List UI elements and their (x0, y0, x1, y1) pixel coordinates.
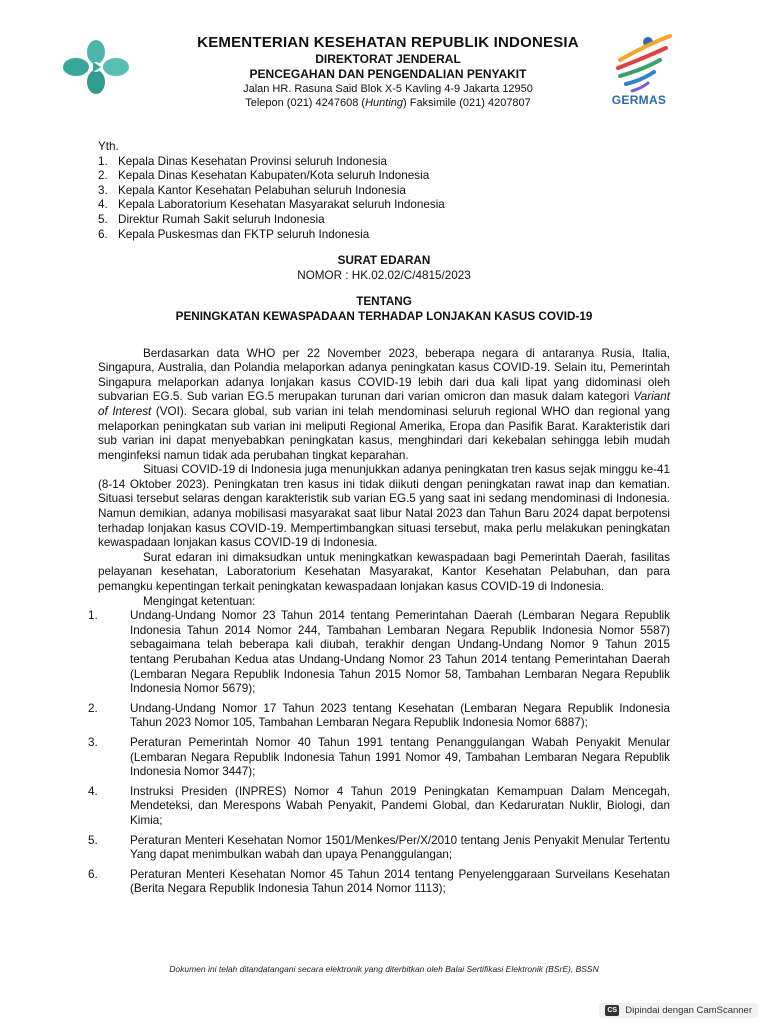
regulation-text: Peraturan Pemerintah Nomor 40 Tahun 1991 tentang Penanggulangan Wabah Penyakit Menular (Lembaran Negara Republik Indonesia Tahun 1991 Nomor 49, Tambahan Lembaran Negara Republik Indonesia Nomor 3447); (130, 735, 670, 779)
office-phone (148, 96, 628, 110)
recipient-number: 2. (98, 169, 108, 183)
regulation-number: 2. (88, 701, 98, 715)
recipient-number: 6. (98, 227, 108, 241)
regulation-text: Undang-Undang Nomor 23 Tahun 2014 tentang Pemerintahan Daerah (Lembaran Negara Republik Indonesia Tahun 2014 Nomor 244, Tambahan Lembaran Negara Republik Indonesia Nomor 5587) sebagaimana telah beberapa kali diubah, terakhir dengan Undang-Undang Nomor 9 Tahun 2015 tentang Perubahan Kedua atas Undang-Undang Nomor 23 Tahun 2014 tentang Pemerintahan Daerah (Lembaran Negara Republik Indonesia Tahun 2015 Nomor 58, Tambahan Lembaran Negara Republik Indonesia Nomor 5679); (130, 609, 670, 696)
phone-hunting: Hunting (365, 97, 403, 109)
recipient-text: Kepala Kantor Kesehatan Pelabuhan seluruh Indonesia (118, 183, 406, 197)
recipient-text: Kepala Dinas Kesehatan Kabupaten/Kota seluruh Indonesia (118, 169, 430, 183)
letterhead (0, 0, 768, 125)
recipient-item (98, 198, 670, 213)
circular-about: TENTANG (356, 295, 412, 309)
paragraph-2: Situasi COVID-19 di Indonesia juga menunjukkan adanya peningkatan tren kasus sejak minggu ke-41 (8-14 Oktober 2023). Peningkatan tren kasus ini tidak diikuti dengan peningkatan rawat inap dan kematian. Situasi tersebut selaras dengan karakteristik sub varian EG.5 yang saat ini sedang mendominasi di Indonesia. Namun demikian, adanya mobilisasi masyarakat saat libur Natal 2023 dan Tahun Baru 2024 dapat berpotensi terhadap lonjakan kasus COVID-19. Mempertimbangkan situasi tersebut, maka perlu melakukan peningkatan kewaspadaan lonjakan kasus COVID-19 di Indonesia. (98, 463, 670, 550)
camscanner-watermark (599, 1003, 758, 1018)
paragraph-1-italic: Variant of Interest (98, 390, 670, 418)
circular-title: SURAT EDARAN (337, 254, 431, 268)
recipient-item (98, 228, 670, 243)
paragraph-3: Surat edaran ini dimaksudkan untuk meningkatkan kewaspadaan bagi Pemerintah Daerah, fasilitas pelayanan kesehatan, Laboratorium Kesehatan Masyarakat, Kantor Kesehatan Pelabuhan, dan para pemangku kepentingan terkait peningkatan kewaspadaan lonjakan kasus COVID-19 di Indonesia. (98, 550, 670, 594)
recipient-number: 1. (98, 154, 108, 168)
germas-logo-icon (604, 30, 674, 94)
recipient-item (98, 169, 670, 184)
camscanner-label: Dipindai dengan CamScanner (625, 1005, 752, 1016)
regulation-number: 4. (88, 784, 98, 798)
recipient-text: Kepala Laboratorium Kesehatan Masyarakat seluruh Indonesia (118, 198, 445, 212)
recipient-text: Kepala Puskesmas dan FKTP seluruh Indonesia (118, 227, 370, 241)
camscanner-icon: CS (605, 1005, 619, 1016)
regulation-item (88, 785, 670, 829)
paragraph-1-text-b: (VOI). Secara global, sub varian ini telah mendominasi seluruh regional WHO dan regional yang melaporkan peningkatan sub varian ini meliputi Regional Amerika, Eropa dan Pasifik Barat. Karakteristik dari sub varian ini dapat menyebabkan peningkatan kasus, menghindari dari kekebalan sehingga lebih mudah menginfeksi namun tidak ada perubahan tingkat keparahan. (98, 404, 670, 462)
regulation-item (88, 834, 670, 863)
regulation-list (88, 609, 670, 897)
paragraph-1 (98, 347, 670, 464)
regulation-text: Instruksi Presiden (INPRES) Nomor 4 Tahun 2019 Peningkatan Kemampuan Dalam Mencegah, Mendeteksi, dan Merespons Wabah Penyakit, Pandemi Global, dan Kedaruratan Nuklir, Biologi, dan Kimia; (130, 784, 670, 827)
regulation-text: Peraturan Menteri Kesehatan Nomor 1501/Menkes/Per/X/2010 tentang Jenis Penyakit Menular Tertentu Yang dapat menimbulkan wabah dan upaya Penanggulangan; (130, 833, 670, 862)
recipient-text: Direktur Rumah Sakit seluruh Indonesia (118, 212, 325, 226)
office-address: Jalan HR. Rasuna Said Blok X-5 Kavling 4-9 Jakarta 12950 (243, 83, 533, 95)
kemenkes-logo-icon (56, 38, 136, 96)
recipient-item (98, 155, 670, 170)
regulation-text: Undang-Undang Nomor 17 Tahun 2023 tentang Kesehatan (Lembaran Negara Republik Indonesia Tahun 2023 Nomor 105, Tambahan Lembaran Negara Republik Indonesia Nomor 6887); (130, 701, 670, 730)
regulation-number: 5. (88, 833, 98, 847)
recipient-number: 5. (98, 212, 108, 226)
esign-footer: Dokumen ini telah ditandatangani secara elektronik yang diterbitkan oleh Balai Sertifikasi Elektronik (BSrE), BSSN (169, 964, 599, 974)
recipient-list (98, 155, 670, 243)
letter-body (88, 140, 670, 902)
regulation-text: Peraturan Menteri Kesehatan Nomor 45 Tahun 2014 tentang Penyelenggaraan Surveilans Kesehatan (Berita Negara Republik Indonesia Tahun 2014 Nomor 1113); (130, 867, 670, 896)
letterhead-text (148, 34, 628, 110)
paragraph-4: Mengingat ketentuan: (143, 594, 256, 608)
regulation-number: 1. (88, 609, 98, 623)
recipient-item (98, 213, 670, 228)
recipient-item (98, 184, 670, 199)
paragraph-1-text-a: Berdasarkan data WHO per 22 November 2023, beberapa negara di antaranya Rusia, Italia, Singapura, Australia, dan Polandia melaporkan adanya peningkatan kasus COVID-19. Selain itu, Pemerintah Singapura melaporkan adanya lonjakan kasus COVID-19 lebih dari dua kali lipat yang didominasi oleh subvarian EG.5. Sub varian EG.5 merupakan turunan dari varian omicron dan masuk dalam kategori (98, 346, 670, 404)
regulation-item (88, 702, 670, 731)
directorate-line2: PENCEGAHAN DAN PENGENDALIAN PENYAKIT (249, 67, 527, 81)
recipient-text: Kepala Dinas Kesehatan Provinsi seluruh Indonesia (118, 154, 387, 168)
germas-wordmark: GERMAS (611, 93, 667, 107)
regulation-item (88, 868, 670, 897)
ministry-name: KEMENTERIAN KESEHATAN REPUBLIK INDONESIA (197, 34, 579, 51)
regulation-number: 6. (88, 867, 98, 881)
regulation-item (88, 609, 670, 697)
phone-text: Telepon (021) 4247608 ( (245, 97, 366, 109)
circular-subject: PENINGKATAN KEWASPADAAN TERHADAP LONJAKAN KASUS COVID-19 (175, 309, 593, 323)
fax-text: ) Faksimile (021) 4207807 (403, 97, 531, 109)
circular-number: NOMOR : HK.02.02/C/4815/2023 (297, 268, 471, 282)
recipient-number: 3. (98, 183, 108, 197)
salutation: Yth. (98, 140, 119, 153)
recipient-number: 4. (98, 198, 108, 212)
regulation-item (88, 736, 670, 780)
directorate-line1: DIREKTORAT JENDERAL (315, 52, 461, 66)
regulation-number: 3. (88, 735, 98, 749)
